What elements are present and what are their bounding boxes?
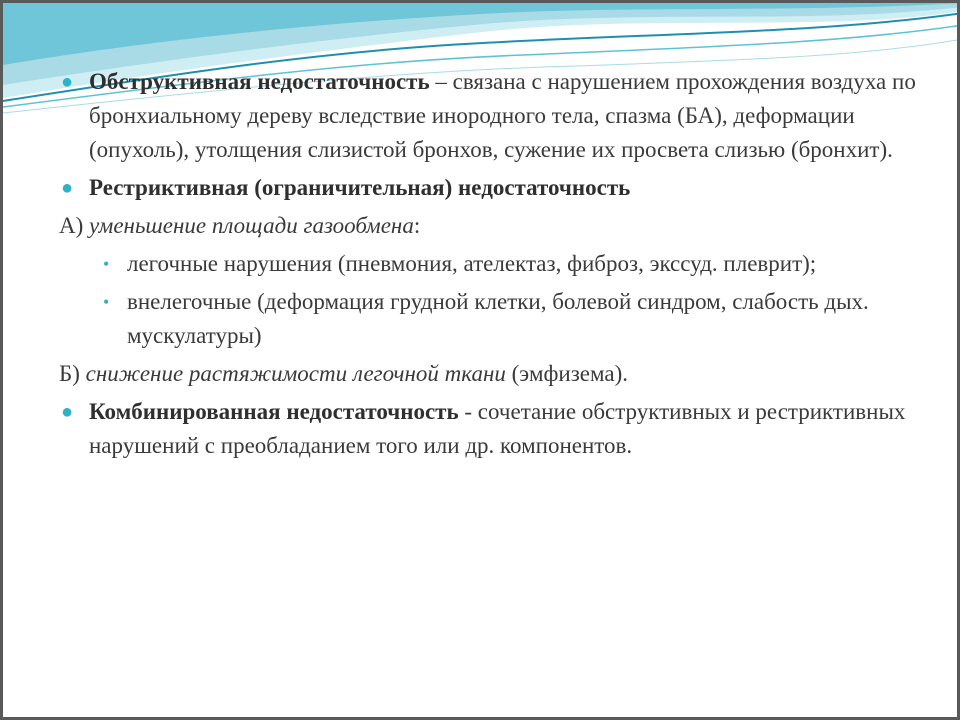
bullet-restrictive — [59, 171, 919, 205]
point-b-prefix: Б) — [59, 361, 86, 386]
obstructive-text-2: прохождения воздуха по бронхиальному дереву вследствие инородного тела, спазма (БА), деформации (опухоль), утолщения слизистой бронхов, сужение их просвета слизью (бронхит). — [89, 69, 916, 162]
term-obstructive: Обструктивная недостаточность — [89, 69, 430, 94]
point-a-italic: уменьшение площади газообмена — [89, 213, 414, 238]
point-b-italic: снижение растяжимости легочной ткани — [85, 361, 506, 386]
sub-bullet-pulmonary-text: легочные нарушения (пневмония, ателектаз, фиброз, экссуд. плеврит); — [127, 251, 817, 276]
sub-bullet-extrapulmonary — [59, 285, 919, 353]
bullet-dot-icon: ● — [61, 401, 74, 423]
bullet-obstructive — [59, 65, 919, 167]
sub-bullet-extrapulmonary-text: внелегочные (деформация грудной клетки, болевой синдром, слабость дых. мускулатуры) — [127, 289, 869, 348]
point-b-suffix: (эмфизема). — [505, 361, 629, 386]
combined-text-1: - сочетание — [458, 399, 577, 424]
bullet-dot-icon: • — [103, 254, 110, 274]
bullet-dot-icon: ● — [61, 71, 74, 93]
term-combined: Комбинированная недостаточность — [89, 399, 459, 424]
point-a-suffix: : — [413, 213, 421, 238]
term-restrictive: Рестриктивная (ограничительная) недостаточность — [89, 175, 631, 200]
point-b — [59, 357, 919, 391]
obstructive-text-1: – связана с нарушением — [429, 69, 670, 94]
bullet-dot-icon: ● — [61, 177, 74, 199]
bullet-combined — [59, 395, 919, 463]
combined-text-2: обструктивных и рестриктивных нарушений с преобладанием того или др. компонентов. — [89, 399, 906, 458]
bullet-dot-icon: • — [103, 292, 110, 312]
slide-content — [59, 65, 919, 467]
point-a-prefix: А) — [59, 213, 90, 238]
point-a — [59, 209, 919, 243]
sub-bullet-pulmonary — [59, 247, 919, 281]
